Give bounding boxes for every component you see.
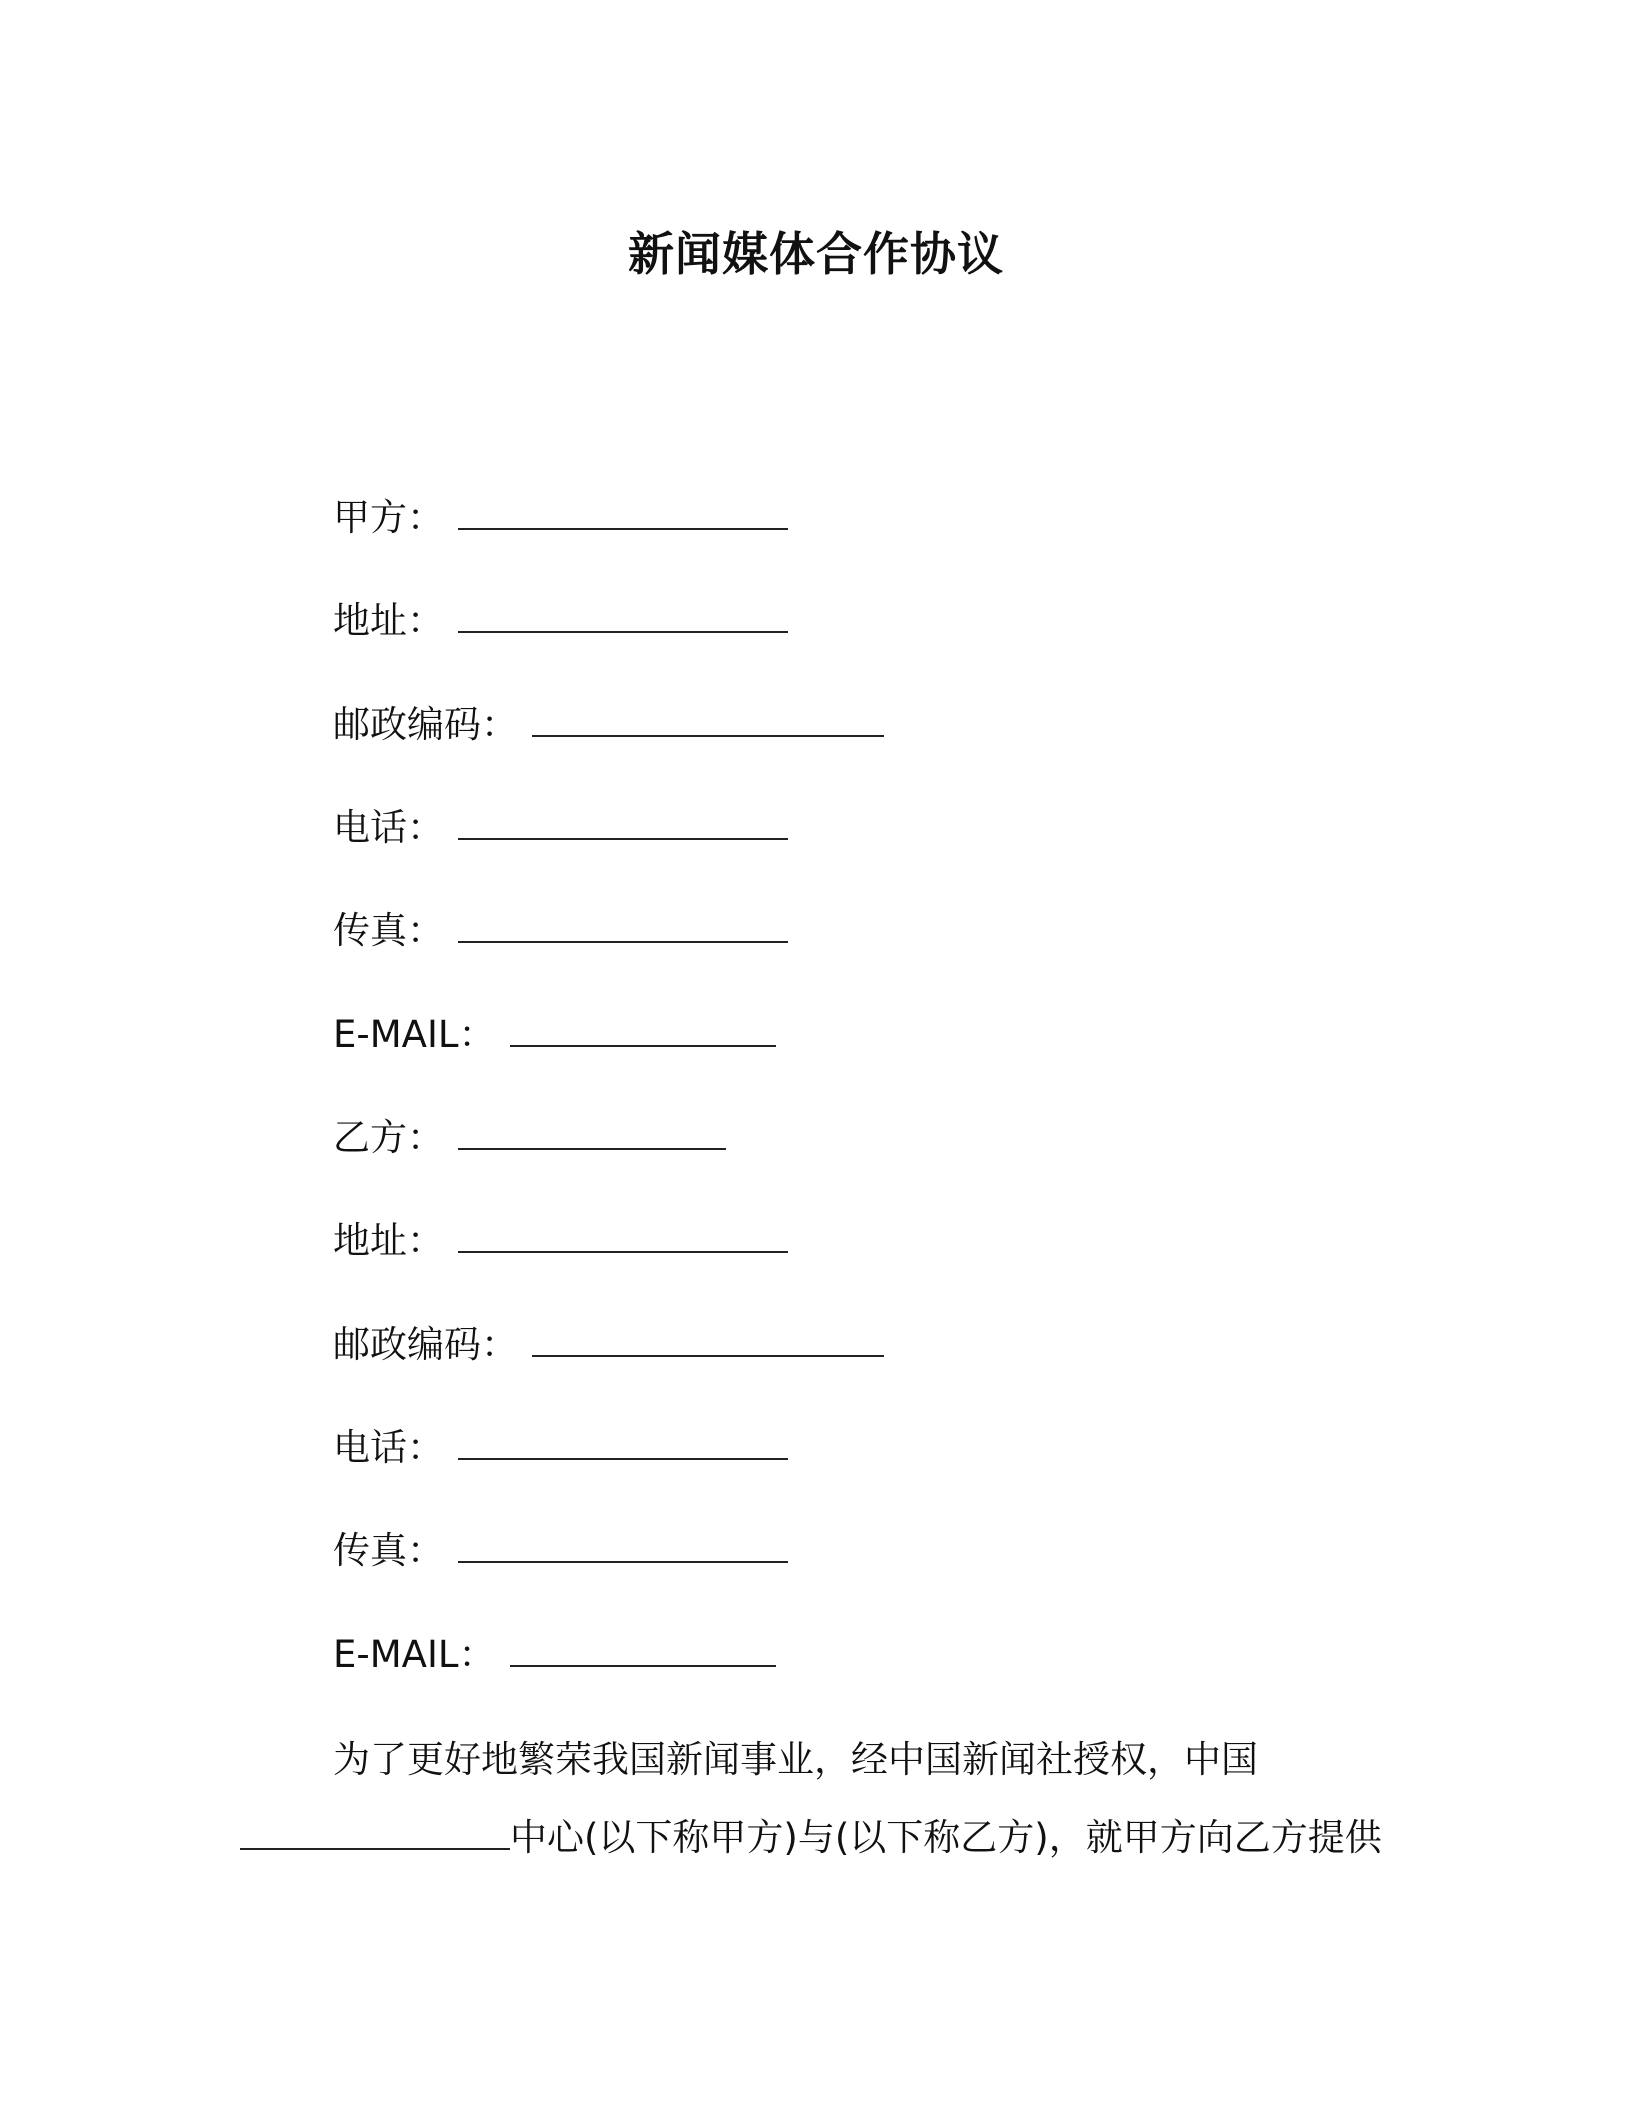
- party-a-postcode-field: [333, 700, 884, 750]
- party-b-address-blank[interactable]: [458, 1217, 788, 1253]
- party-a-phone-blank[interactable]: [458, 804, 788, 840]
- party-b-name-label: 乙方：: [333, 1116, 444, 1159]
- party-b-email-field: [333, 1630, 776, 1680]
- party-b-postcode-field: [333, 1320, 884, 1370]
- party-a-phone-label: 电话：: [333, 806, 444, 849]
- center-name-blank[interactable]: [240, 1814, 510, 1850]
- party-b-fax-blank[interactable]: [458, 1527, 788, 1563]
- party-b-name-blank[interactable]: [458, 1114, 726, 1150]
- party-a-address-field: [333, 596, 788, 646]
- party-a-fax-label: 传真：: [333, 909, 444, 952]
- party-b-email-blank[interactable]: [510, 1631, 776, 1667]
- party-a-email-blank[interactable]: [510, 1011, 776, 1047]
- party-b-postcode-blank[interactable]: [532, 1321, 884, 1357]
- party-a-fax-field: [333, 906, 788, 956]
- body-paragraph-line-1: 为了更好地繁荣我国新闻事业，经中国新闻社授权，中国: [333, 1738, 1258, 1781]
- body-paragraph-line-2-text: 中心(以下称甲方)与(以下称乙方)，就甲方向乙方提供: [510, 1816, 1382, 1859]
- party-b-phone-label: 电话：: [333, 1426, 444, 1469]
- party-a-name-blank[interactable]: [458, 494, 788, 530]
- party-b-fax-label: 传真：: [333, 1529, 444, 1572]
- party-a-phone-field: [333, 803, 788, 853]
- party-a-email-field: [333, 1010, 776, 1060]
- party-a-address-blank[interactable]: [458, 597, 788, 633]
- party-a-fax-blank[interactable]: [458, 907, 788, 943]
- party-b-address-label: 地址：: [333, 1219, 444, 1262]
- party-a-postcode-label: 邮政编码：: [333, 703, 518, 746]
- party-a-address-label: 地址：: [333, 599, 444, 642]
- body-paragraph-line-2: [240, 1813, 1382, 1863]
- party-b-postcode-label: 邮政编码：: [333, 1323, 518, 1366]
- party-b-fax-field: [333, 1526, 788, 1576]
- party-a-email-label: E-MAIL：: [333, 1013, 496, 1056]
- party-b-phone-blank[interactable]: [458, 1424, 788, 1460]
- party-a-postcode-blank[interactable]: [532, 701, 884, 737]
- party-b-address-field: [333, 1216, 788, 1266]
- party-b-email-label: E-MAIL：: [333, 1633, 496, 1676]
- document-title: 新闻媒体合作协议: [628, 227, 1004, 281]
- party-b-phone-field: [333, 1423, 788, 1473]
- party-a-name-field: [333, 493, 788, 543]
- party-b-name-field: [333, 1113, 726, 1163]
- party-a-name-label: 甲方：: [333, 496, 444, 539]
